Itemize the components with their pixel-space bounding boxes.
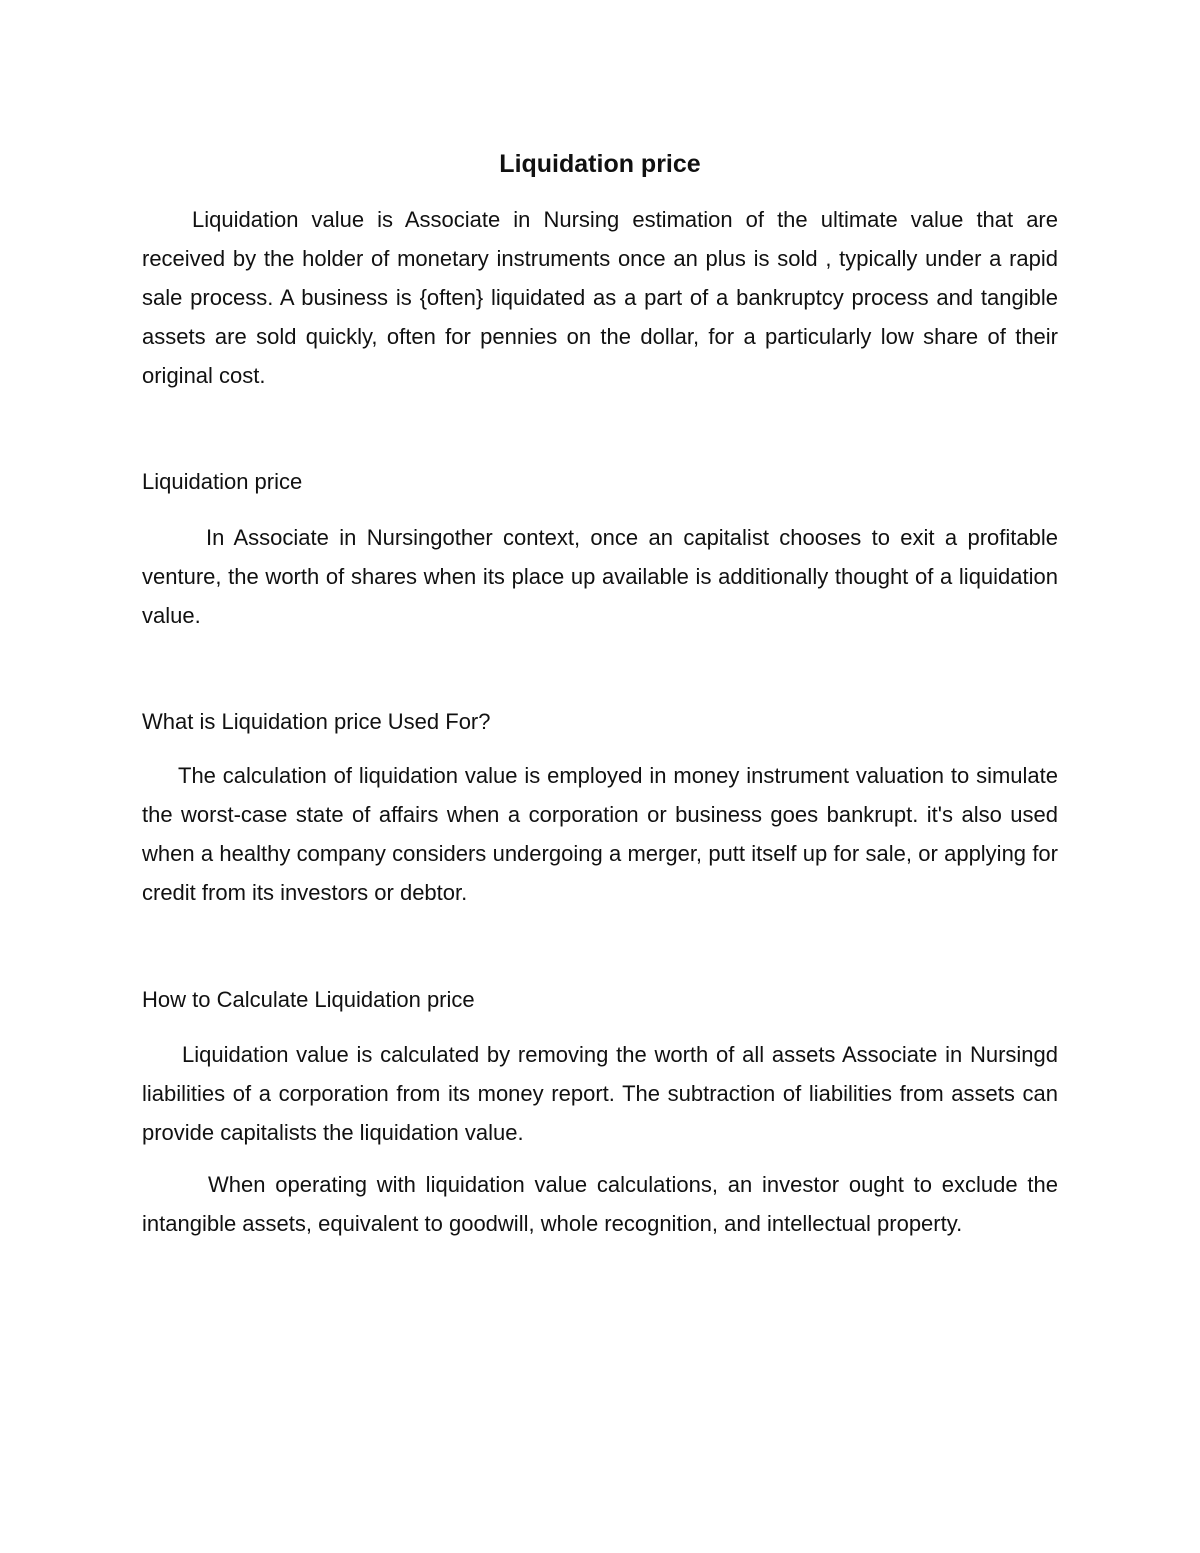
intro-paragraph: Liquidation value is Associate in Nursing estimation of the ultimate value that are received by the holder of monetary instruments once an plus is sold , typically under a rapid sale process. A business is {often} liquidated as a part of a bankruptcy process and tangible assets are sold quickly, often for pennies on the dollar, for a particularly low share of their original cost. [142,207,1058,388]
document-title: Liquidation price [499,150,701,178]
section-heading-how-to-calculate: How to Calculate Liquidation price [142,987,475,1012]
context-paragraph: In Associate in Nursingother context, once an capitalist chooses to exit a profitable venture, the worth of shares when its place up available is additionally thought of a liquidation value. [142,525,1058,628]
used-for-paragraph: The calculation of liquidation value is employed in money instrument valuation to simulate the worst-case state of affairs when a corporation or business goes bankrupt. it's also used when a healthy company considers undergoing a merger, putt itself up for sale, or applying for credit from its investors or debtor. [142,763,1058,905]
intangible-assets-paragraph: When operating with liquidation value calculations, an investor ought to exclude the intangible assets, equivalent to goodwill, whole recognition, and intellectual property. [142,1172,1058,1236]
section-heading-used-for: What is Liquidation price Used For? [142,709,491,734]
calculation-paragraph: Liquidation value is calculated by removing the worth of all assets Associate in Nursingd liabilities of a corporation from its money report. The subtraction of liabilities from assets can provide capitalists the liquidation value. [142,1042,1058,1145]
section-heading-liquidation-price: Liquidation price [142,469,303,494]
